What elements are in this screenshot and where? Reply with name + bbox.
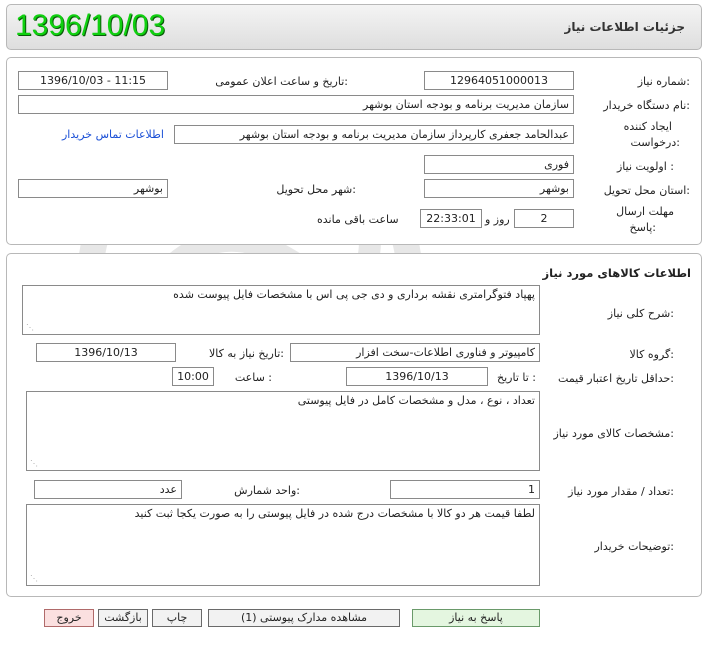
general-desc-label: شرح کلی نیاز: bbox=[607, 307, 674, 320]
deadline-label: مهلت ارسال bbox=[616, 205, 674, 218]
general-desc-text: پهپاد فتوگرامتری نقشه برداری و دی جی پی اس با مشخصات فایل پیوست شده bbox=[173, 288, 535, 301]
priority-label: اولویت نیاز : bbox=[616, 160, 674, 173]
specs-field bbox=[26, 391, 540, 471]
exit-button[interactable]: خروج bbox=[44, 609, 94, 627]
remaining-text: ساعت باقی مانده bbox=[317, 213, 399, 226]
days-field: 2 bbox=[514, 209, 574, 228]
qty-label: تعداد / مقدار مورد نیاز: bbox=[568, 485, 674, 498]
buyer-org-label: نام دستگاه خریدار: bbox=[603, 99, 690, 112]
resize-grip-icon: ⋰ bbox=[30, 574, 38, 583]
province-label: استان محل تحویل: bbox=[603, 184, 690, 197]
need-number-label: شماره نیاز: bbox=[637, 75, 690, 88]
resize-grip-icon: ⋰ bbox=[26, 323, 34, 332]
general-desc-field bbox=[22, 285, 540, 335]
buyer-contact-link[interactable]: اطلاعات تماس خریدار bbox=[62, 128, 164, 141]
resize-grip-icon: ⋰ bbox=[30, 459, 38, 468]
time-remaining-field: 22:33:01 bbox=[420, 209, 482, 228]
specs-label: مشخصات کالای مورد نیاز: bbox=[553, 427, 674, 440]
creator-label: ایجاد کننده bbox=[623, 120, 672, 133]
priority-field: فوری bbox=[424, 155, 574, 174]
city-label: شهر محل تحویل: bbox=[276, 183, 356, 196]
unit-field: عدد bbox=[34, 480, 182, 499]
page-header bbox=[6, 4, 702, 50]
need-number-field: 12964051000013 bbox=[424, 71, 574, 90]
creator-label-2: درخواست: bbox=[630, 136, 680, 149]
reply-button[interactable]: پاسخ به نیاز bbox=[412, 609, 540, 627]
goods-group-label: گروه کالا: bbox=[629, 348, 674, 361]
hour-label: ساعت : bbox=[234, 371, 272, 384]
need-date-field: 1396/10/13 bbox=[36, 343, 176, 362]
buyer-notes-text: لطفا قیمت هر دو کالا با مشخصات درج شده در فایل پیوستی را به صورت یکجا ثبت کنید bbox=[134, 507, 535, 520]
goods-group-field: کامپیوتر و فناوری اطلاعات-سخت افزار bbox=[290, 343, 540, 362]
deadline-label-2: پاسخ: bbox=[629, 221, 656, 234]
announce-label: تاریخ و ساعت اعلان عمومی: bbox=[215, 75, 348, 88]
buyer-notes-field bbox=[26, 504, 540, 586]
back-button[interactable]: بازگشت bbox=[98, 609, 148, 627]
need-date-label: تاریخ نیاز به کالا: bbox=[209, 347, 284, 360]
goods-section-title: اطلاعات کالاهای مورد نیاز bbox=[542, 266, 691, 280]
until-date-label: تا تاریخ : bbox=[497, 371, 536, 384]
buyer-notes-label: توضیحات خریدار: bbox=[594, 540, 674, 553]
unit-label: واحد شمارش: bbox=[234, 484, 300, 497]
specs-text: تعداد ، نوع ، مدل و مشخصات کامل در فایل پیوستی bbox=[297, 394, 535, 407]
header-date: 1396/10/03 bbox=[15, 9, 166, 42]
creator-field: عبدالحامد جعفری کارپرداز سازمان مدیریت برنامه و بودجه استان بوشهر bbox=[174, 125, 574, 144]
page-title: جزئیات اطلاعات نیاز bbox=[564, 20, 685, 34]
day-word: روز و bbox=[485, 213, 510, 226]
qty-field: 1 bbox=[390, 480, 540, 499]
attachments-button[interactable]: مشاهده مدارک پیوستی (1) bbox=[208, 609, 400, 627]
until-date-field: 1396/10/13 bbox=[346, 367, 488, 386]
buyer-org-field: سازمان مدیریت برنامه و بودجه استان بوشهر bbox=[18, 95, 574, 114]
announce-field: 1396/10/03 - 11:15 bbox=[18, 71, 168, 90]
province-field: بوشهر bbox=[424, 179, 574, 198]
min-price-date-label: حداقل تاریخ اعتبار قیمت: bbox=[558, 372, 674, 385]
print-button[interactable]: چاپ bbox=[152, 609, 202, 627]
city-field: بوشهر bbox=[18, 179, 168, 198]
hour-field: 10:00 bbox=[172, 367, 214, 386]
